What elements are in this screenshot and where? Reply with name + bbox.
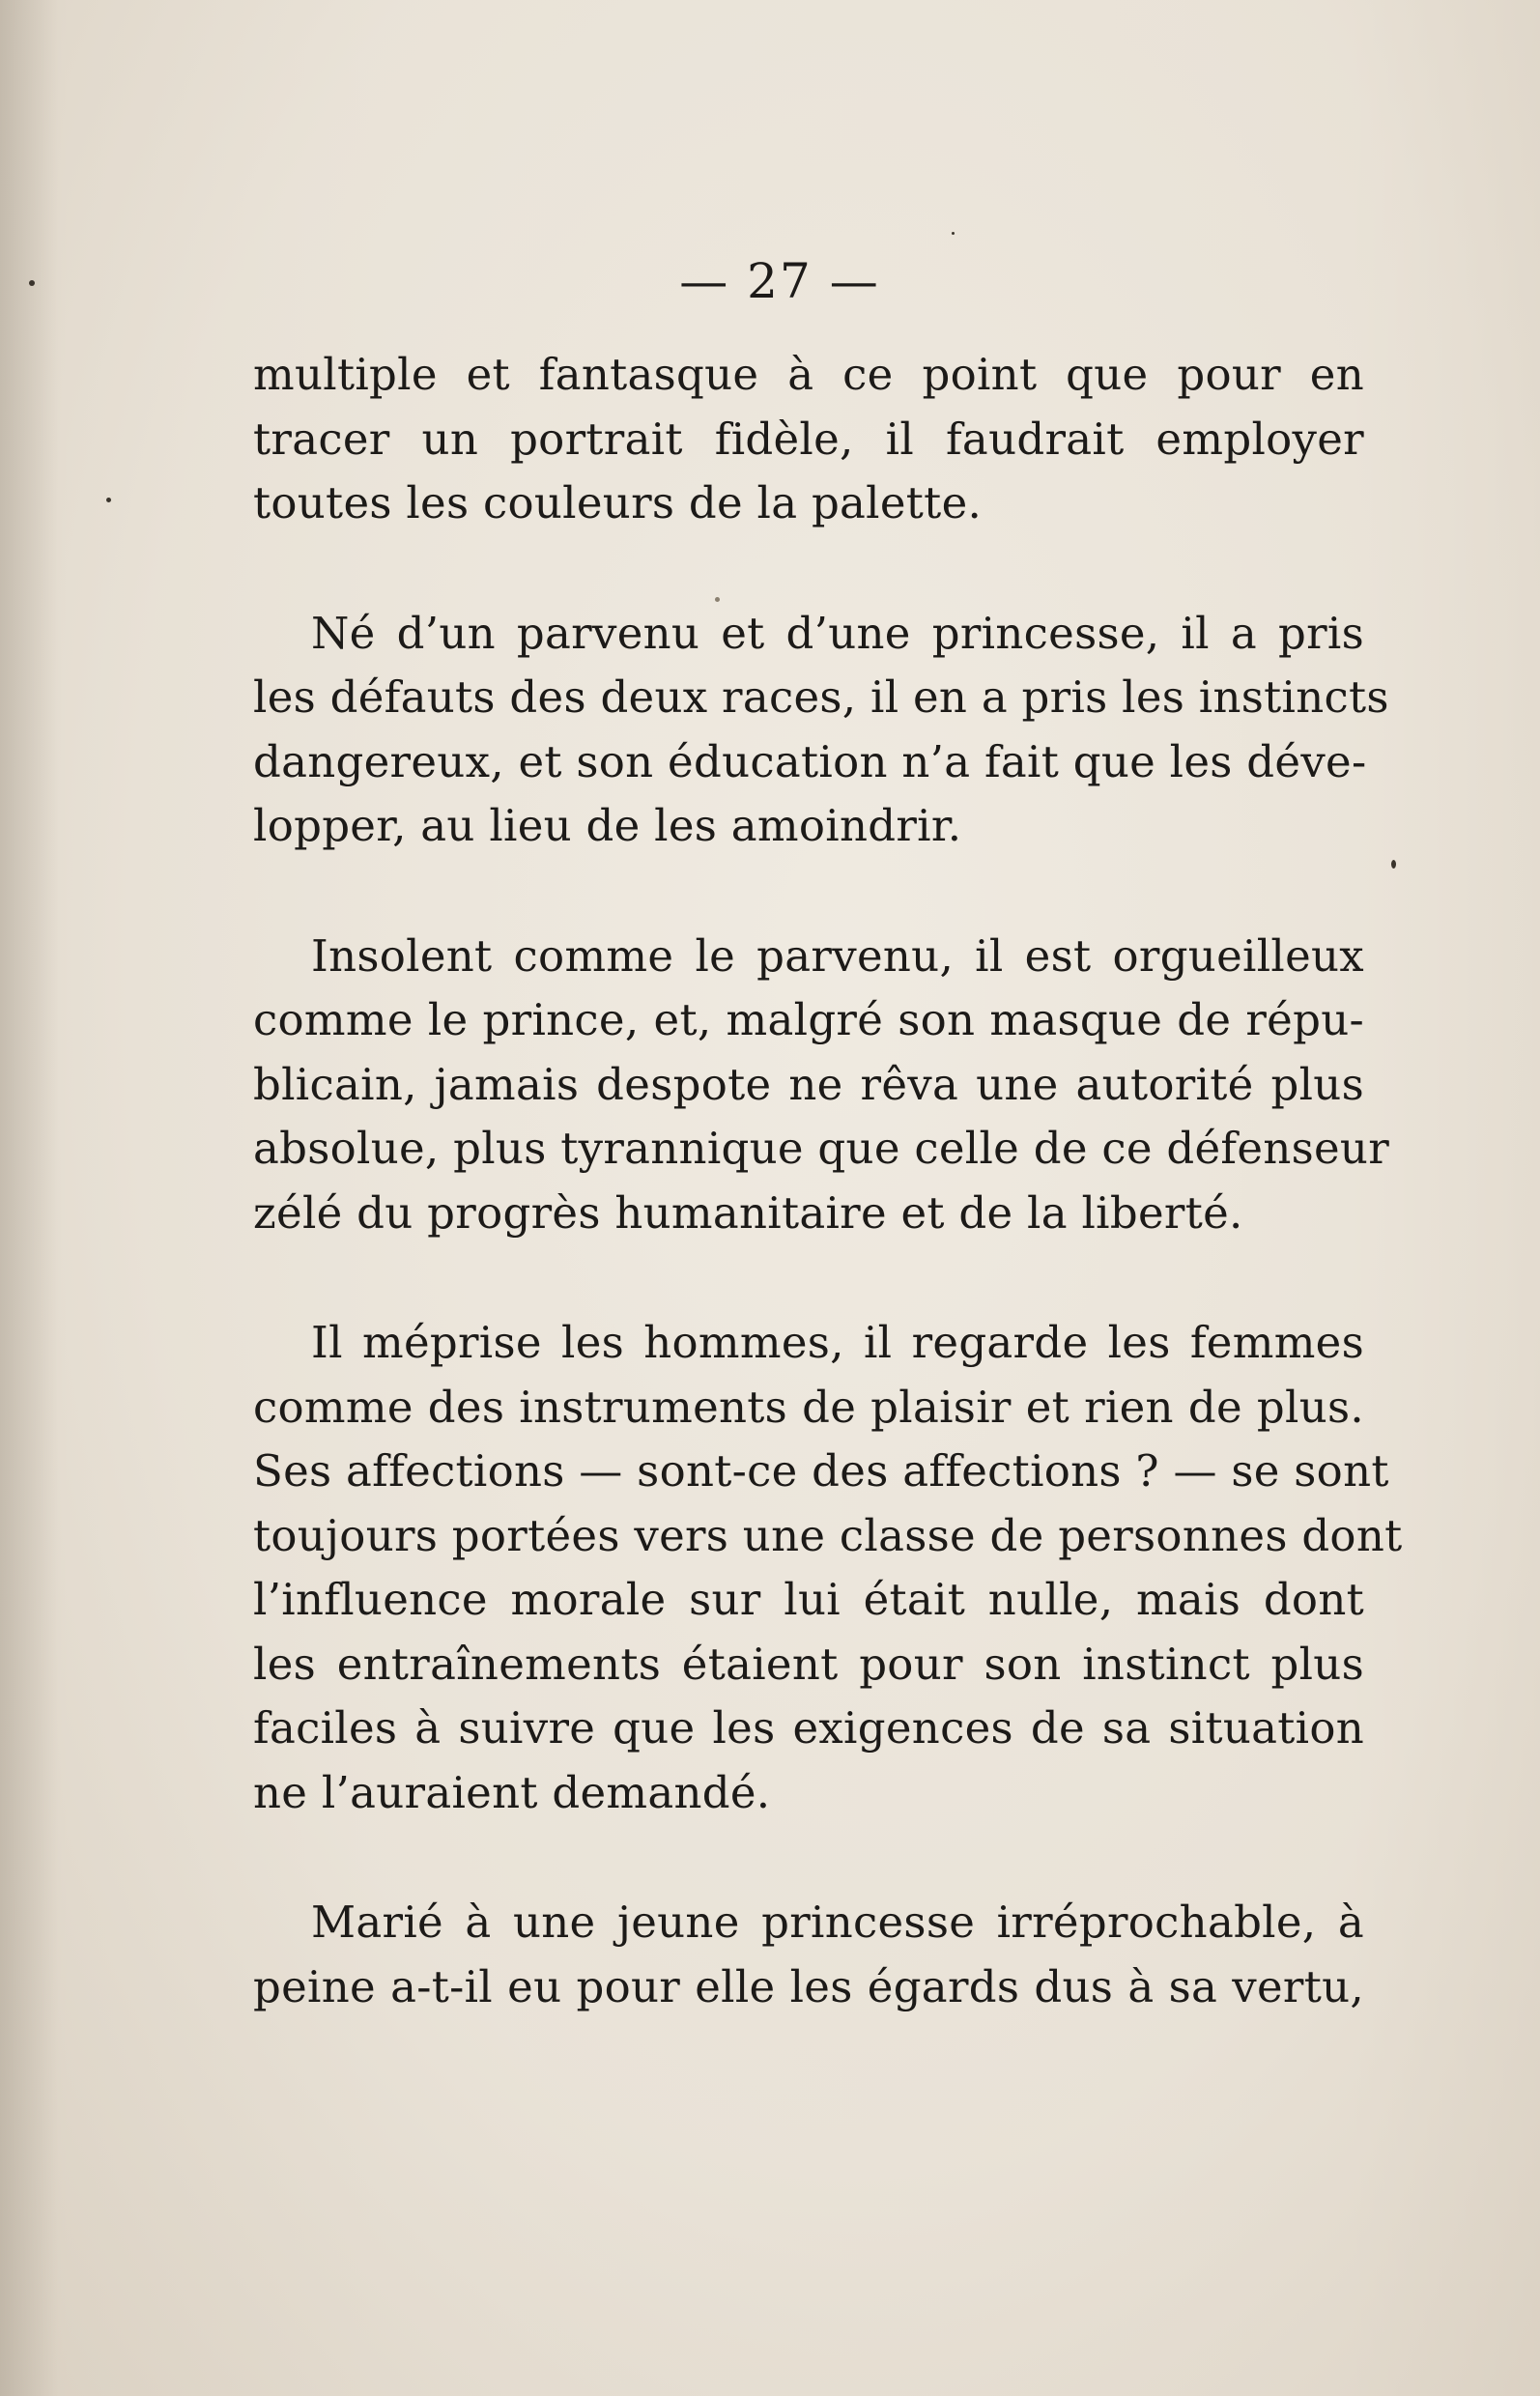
paragraph-3 bbox=[253, 925, 1390, 1246]
text-line: absolue, plus tyrannique que celle de ce défenseur bbox=[253, 1123, 1390, 1174]
text-line: multiple et fantasque à ce point que pour en bbox=[253, 349, 1364, 400]
paper-speck bbox=[29, 280, 35, 286]
body-text bbox=[253, 343, 1403, 2085]
text-line: ne l’auraient demandé. bbox=[253, 1766, 771, 1818]
spine-shadow bbox=[0, 0, 58, 2396]
text-line: l’influence morale sur lui était nulle, mais dont bbox=[253, 1574, 1364, 1625]
text-line: Ses affections — sont-ce des affections ? — se sont bbox=[253, 1445, 1389, 1497]
text-line: zélé du progrès humanitaire et de la liberté. bbox=[253, 1186, 1243, 1239]
text-line: Il méprise les hommes, il regarde les femmes bbox=[311, 1317, 1364, 1368]
page-number: — 27 — bbox=[679, 253, 880, 309]
paper-speck bbox=[952, 232, 955, 235]
text-line: blicain, jamais despote ne rêva une autorité plus bbox=[253, 1058, 1364, 1110]
paper-speck bbox=[106, 498, 111, 502]
text-line: Insolent comme le parvenu, il est orgueilleux bbox=[311, 929, 1364, 982]
text-line: faciles à suivre que les exigences de sa situation bbox=[253, 1702, 1364, 1754]
text-line: toutes les couleurs de la palette. bbox=[253, 477, 983, 528]
text-line: dangereux, et son éducation n’a fait que les déve- bbox=[253, 735, 1367, 787]
paragraph-5 bbox=[253, 1891, 1364, 2019]
paper-speck bbox=[715, 597, 720, 602]
text-line: Né d’un parvenu et d’une princesse, il a pris bbox=[311, 607, 1364, 659]
paper-speck bbox=[1391, 860, 1396, 869]
text-line: peine a-t-il eu pour elle les égards dus à sa vertu, bbox=[253, 1960, 1364, 2012]
text-line: les défauts des deux races, il en a pris les instincts bbox=[253, 671, 1389, 723]
text-line: tracer un portrait fidèle, il faudrait employer bbox=[253, 413, 1364, 465]
text-line: lopper, au lieu de les amoindrir. bbox=[253, 800, 962, 851]
text-line: les entraînements étaient pour son instinct plus bbox=[253, 1638, 1364, 1690]
text-line: toujours portées vers une classe de personnes dont bbox=[253, 1509, 1403, 1561]
text-line: comme des instruments de plaisir et rien de plus. bbox=[253, 1381, 1364, 1433]
paragraph-4 bbox=[253, 1311, 1403, 1825]
text-line: comme le prince, et, malgré son masque de répu- bbox=[253, 994, 1364, 1045]
text-line: Marié à une jeune princesse irréprochable, à bbox=[311, 1897, 1364, 1948]
paragraph-1 bbox=[253, 343, 1364, 536]
paragraph-2 bbox=[253, 602, 1389, 859]
